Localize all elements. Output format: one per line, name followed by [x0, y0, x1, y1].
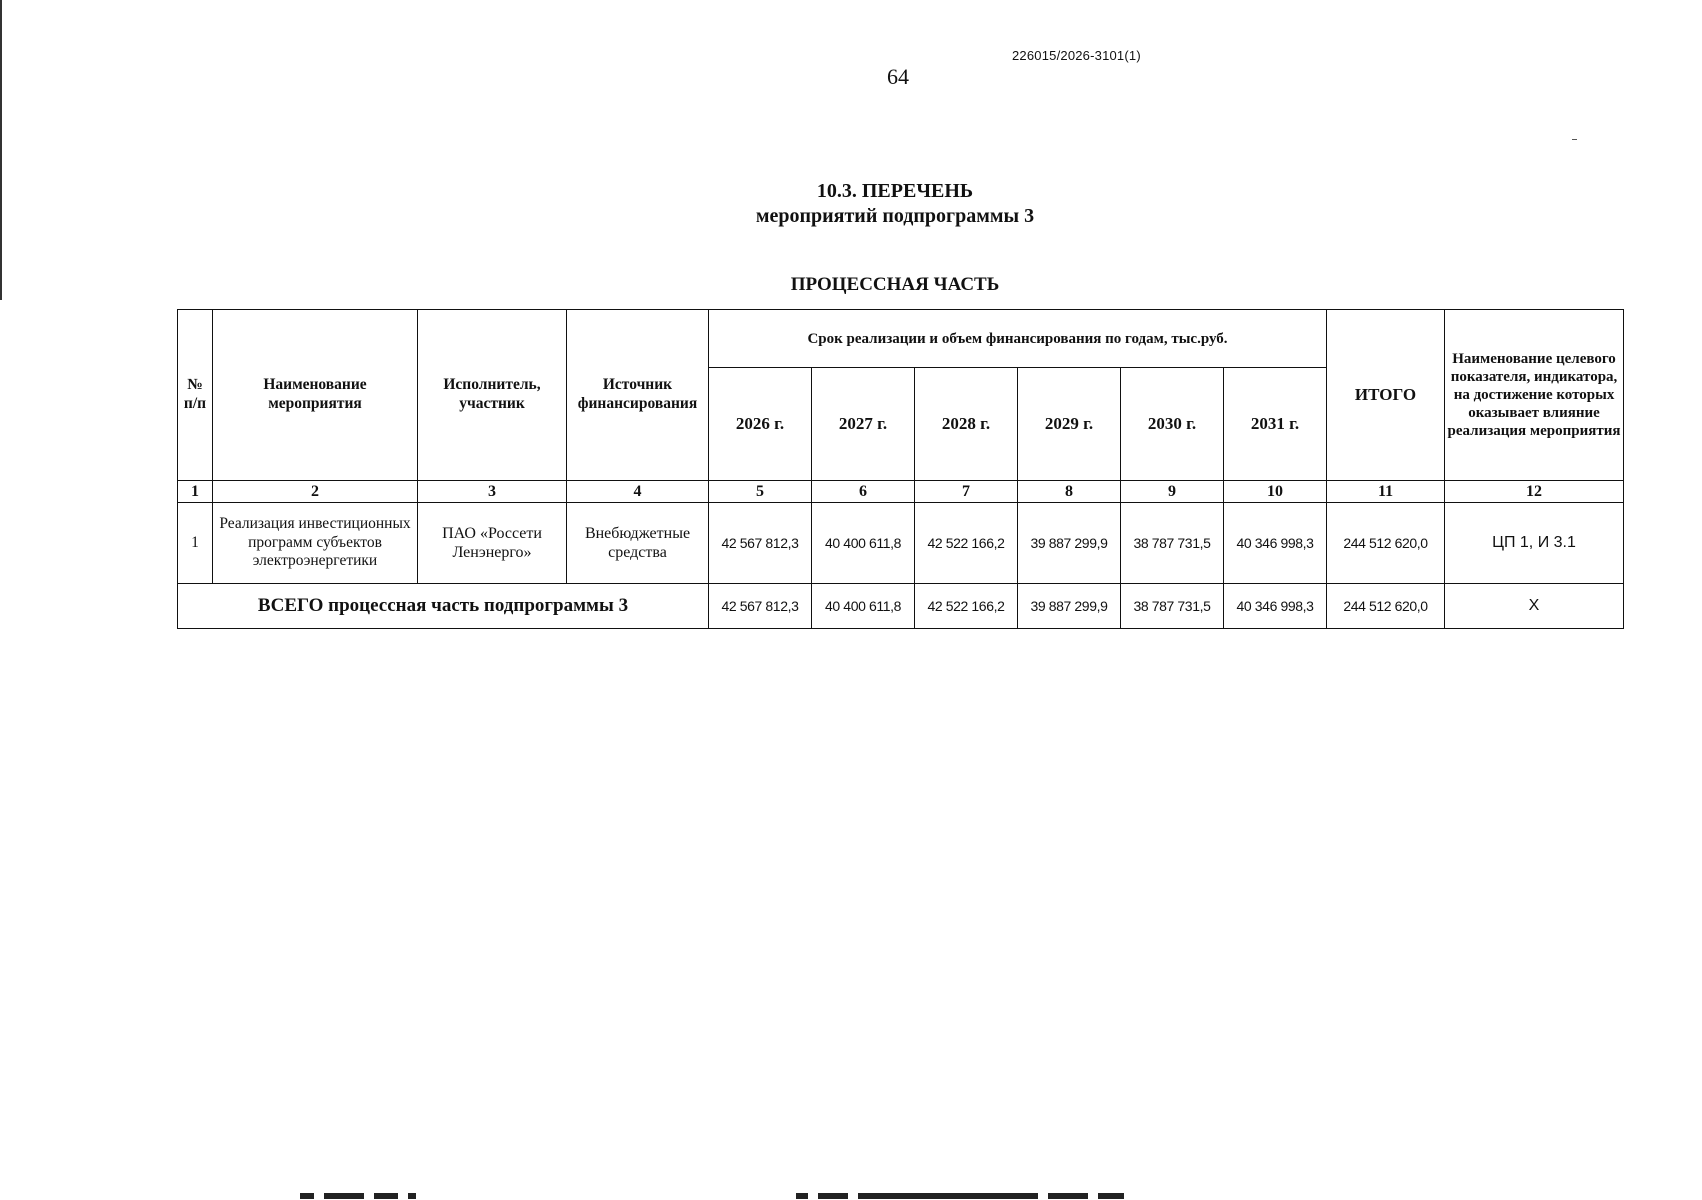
column-number: 11 — [1327, 481, 1445, 503]
row-num: 1 — [178, 503, 213, 584]
measures-table — [177, 309, 1624, 629]
header-year: 2028 г. — [915, 368, 1018, 481]
total-2030: 38 787 731,5 — [1121, 584, 1224, 629]
section-title: ПРОЦЕССНАЯ ЧАСТЬ — [790, 274, 1000, 295]
column-number: 2 — [213, 481, 418, 503]
column-number: 1 — [178, 481, 213, 503]
column-numbers-row — [178, 481, 1624, 503]
table-row — [178, 503, 1624, 584]
grand-total: 244 512 620,0 — [1327, 584, 1445, 629]
total-indicator: X — [1445, 584, 1624, 629]
column-number: 3 — [418, 481, 567, 503]
column-number: 12 — [1445, 481, 1624, 503]
header-indicator: Наименование целевого показателя, индикатора, на достижение которых оказывает влияние реализация мероприятия — [1445, 310, 1624, 481]
header-year: 2027 г. — [812, 368, 915, 481]
header-year: 2029 г. — [1018, 368, 1121, 481]
scan-edge-line — [0, 0, 2, 300]
cut-off-footer-text — [300, 1193, 1500, 1200]
amount-total: 244 512 620,0 — [1327, 503, 1445, 584]
header-funding-source: Источник финансирования — [567, 310, 709, 481]
header-num: № п/п — [178, 310, 213, 481]
column-number: 10 — [1224, 481, 1327, 503]
header-year: 2026 г. — [709, 368, 812, 481]
page-number: 64 — [887, 64, 909, 89]
header-executor: Исполнитель, участник — [418, 310, 567, 481]
scan-mark — [1572, 139, 1577, 140]
funding-source: Внебюджетные средства — [567, 503, 709, 584]
amount-2031: 40 346 998,3 — [1224, 503, 1327, 584]
column-number: 6 — [812, 481, 915, 503]
total-2031: 40 346 998,3 — [1224, 584, 1327, 629]
total-2026: 42 567 812,3 — [709, 584, 812, 629]
column-number: 8 — [1018, 481, 1121, 503]
amount-2027: 40 400 611,8 — [812, 503, 915, 584]
total-row — [178, 584, 1624, 629]
measure-name: Реализация инвестиционных программ субъектов электроэнергетики — [213, 503, 418, 584]
total-2028: 42 522 166,2 — [915, 584, 1018, 629]
amount-2030: 38 787 731,5 — [1121, 503, 1224, 584]
header-funding-period: Срок реализации и объем финансирования по годам, тыс.руб. — [709, 310, 1327, 368]
executor: ПАО «Россети Ленэнерго» — [418, 503, 567, 584]
column-number: 5 — [709, 481, 812, 503]
header-total: ИТОГО — [1327, 310, 1445, 481]
amount-2026: 42 567 812,3 — [709, 503, 812, 584]
document-subtitle: мероприятий подпрограммы 3 — [755, 205, 1035, 227]
total-label: ВСЕГО процессная часть подпрограммы 3 — [178, 584, 709, 629]
amount-2028: 42 522 166,2 — [915, 503, 1018, 584]
amount-2029: 39 887 299,9 — [1018, 503, 1121, 584]
total-2027: 40 400 611,8 — [812, 584, 915, 629]
header-measure-name: Наименование мероприятия — [213, 310, 418, 481]
header-year: 2031 г. — [1224, 368, 1327, 481]
column-number: 7 — [915, 481, 1018, 503]
column-number: 4 — [567, 481, 709, 503]
total-2029: 39 887 299,9 — [1018, 584, 1121, 629]
column-number: 9 — [1121, 481, 1224, 503]
document-number: 226015/2026-3101(1) — [1012, 48, 1141, 63]
document-title: 10.3. ПЕРЕЧЕНЬ — [816, 180, 974, 202]
indicator: ЦП 1, И 3.1 — [1445, 503, 1624, 584]
header-year: 2030 г. — [1121, 368, 1224, 481]
